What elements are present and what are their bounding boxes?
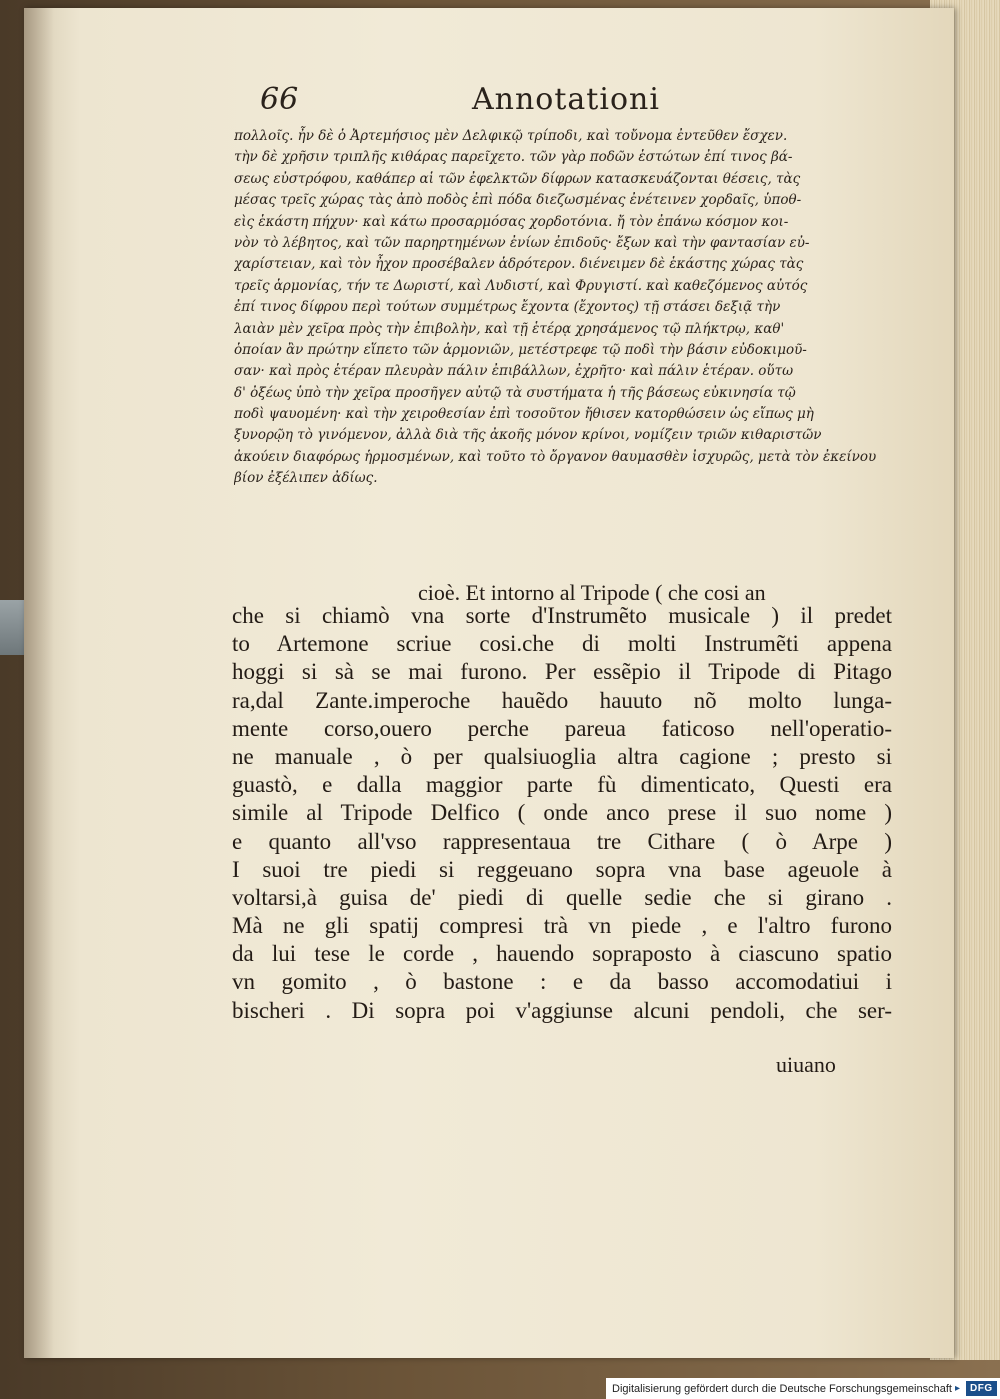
- italian-line: ne manuale , ò per qualsiuoglia altra cagione ; presto si: [232, 743, 892, 769]
- arrow-icon: ▸: [954, 1383, 960, 1394]
- italian-line: hoggi si sà se mai furono. Per essẽpio il Tripode di Pitago: [232, 659, 892, 685]
- greek-line: λαιὰν μὲν χεῖρα πρὸς τὴν ἐπιβολὴν, καὶ τῇ ἑτέρᾳ χρησάμενος τῷ πλήκτρῳ, καθ': [234, 320, 785, 337]
- italian-line: I suoi tre piedi si reggeuano sopra vna base ageuole à: [232, 856, 892, 882]
- running-title: Annotationi: [472, 82, 660, 117]
- italian-line: simile al Tripode Delfico ( onde anco prese il suo nome ): [232, 800, 892, 826]
- greek-line: ἐπί τινος δίφρου περὶ τούτων συμμέτρως ἔχοντα (ἔχοντος) τῇ στάσει δεξιᾷ τὴν: [234, 299, 781, 316]
- italian-line: ra,dal Zante.imperoche hauẽdo hauuto nõ molto lunga-: [232, 687, 892, 713]
- catchword: uiuano: [776, 1052, 836, 1077]
- gutter-shadow: [24, 8, 54, 1358]
- greek-line: χαρίστειαν, καὶ τὸν ἦχον προσέβαλεν ἁδρότερον. διένειμεν δὲ ἑκάστης χώρας τὰς: [234, 256, 804, 273]
- italian-line: mente corso,ouero perche pareua faticoso nell'operatio-: [232, 715, 892, 741]
- italian-line: to Artemone scriue cosi.che di molti Instrumẽti appena: [232, 631, 892, 657]
- greek-quotation: [234, 126, 894, 490]
- greek-line: εὶς ἑκάστη πήχυν· καὶ κάτω προσαρμόσας χορδοτόνια. ἤ τὸν ἐπάνω κόσμον κοι-: [234, 213, 789, 230]
- italian-line: voltarsi,à guisa de' piedi di quelle sedie che si girano .: [232, 884, 892, 910]
- italian-line: vn gomito , ò bastone : e da basso accomodatiui i: [232, 969, 892, 995]
- italian-line: guastò, e dalla maggior parte fù dimenticato, Questi era: [232, 772, 892, 798]
- greek-line: ξυνορῷη τὸ γινόμενον, ἀλλὰ διὰ τῆς ἀκοῆς μόνον κρίνοι, νομίζειν τριῶν κιθαριστῶν: [234, 427, 822, 444]
- greek-line: μέσας τρεῖς χώρας τὰς ἀπὸ ποδὸς ἐπὶ πόδα διεζωσμένας ἐνέτεινεν χορδαῖς, ὑποθ-: [234, 192, 802, 209]
- italian-line: Mà ne gli spatij compresi trà vn piede , e l'altro furono: [232, 913, 892, 939]
- italian-line: bischeri . Di sopra poi v'aggiunse alcuni pendoli, che ser-: [232, 997, 892, 1023]
- greek-line: πολλοῖς. ἦν δὲ ὁ Ἀρτεμήσιος μὲν Δελφικῷ τρίποδι, καὶ τοὔνομα ἐντεῦθεν ἔσχεν.: [234, 128, 788, 144]
- greek-line: δ' ὀξέως ὑπὸ τὴν χεῖρα προσῆγεν αὐτῷ τὰ συστήματα ἡ τῆς βάσεως εὐκινησία τῷ: [234, 384, 796, 401]
- greek-line: ὁποίαν ἂν πρώτην εἵπετο τῶν ἁρμονιῶν, μετέστρεφε τῷ ποδὶ τὴν βάσιν εὐδοκιμοῦ-: [234, 341, 807, 358]
- greek-line: ποδὶ ψαυομένη· καὶ τὴν χειροθεσίαν ἐπὶ τοσοῦτον ἤθισεν κατορθώσειν ὡς εἴπως μὴ: [234, 406, 814, 423]
- greek-line: ἀκούειν διαφόρως ἡρμοσμένων, καὶ τοῦτο τὸ ὄργανον θαυμασθὲν ἰσχυρῶς, μετὰ τὸν ἐκείνου: [234, 448, 877, 465]
- greek-line: τρεῖς ἁρμονίας, τήν τε Δωριστί, καὶ Λυδιστί, καὶ Φρυγιστί. καὶ καθεζόμενος αὐτός: [234, 277, 808, 294]
- greek-line: βίον ἐξέλιπεν ἀδίως.: [234, 470, 378, 487]
- greek-line: σεως εὐστρόφου, καθάπερ αἱ τῶν ἐφελκτῶν δίφρων κατασκευάζονται θέσεις, τὰς: [234, 170, 801, 187]
- translation-intro: cioè. Et intorno al Tripode ( che cosi an: [418, 580, 766, 605]
- greek-line: σαν· καὶ πρὸς ἑτέραν πλευρὰν πάλιν ἐπιβάλλων, ἐχρῆτο· καὶ πάλιν ἑτέραν. οὕτω: [234, 363, 794, 380]
- digitization-footer: [606, 1378, 1000, 1399]
- page-number: 66: [260, 82, 299, 117]
- greek-line: τὴν δὲ χρῆσιν τριπλῆς κιθάρας παρεῖχετο. τῶν γὰρ ποδῶν ἑστώτων ἐπί τινος βά-: [234, 149, 793, 166]
- italian-line: da lui tese le corde , hauendo sopraposto à ciascuno spatio: [232, 941, 892, 967]
- funding-notice: Digitalisierung gefördert durch die Deutsche Forschungsgemeinschaft: [612, 1382, 952, 1395]
- italian-line: che si chiamò vna sorte d'Instrumẽto musicale ) il predet: [232, 603, 892, 628]
- page-header: [260, 82, 670, 132]
- italian-translation: [232, 602, 892, 1025]
- italian-line: e quanto all'vso rappresentaua tre Cithare ( ò Arpe ): [232, 828, 892, 854]
- greek-line: νὸν τὸ λέβητος, καὶ τῶν παρηρτημένων ἐνίων ἐπιδοῦς· ἔξων καὶ τὴν φαντασίαν εὐ-: [234, 234, 810, 251]
- dfg-logo: DFG: [966, 1381, 997, 1396]
